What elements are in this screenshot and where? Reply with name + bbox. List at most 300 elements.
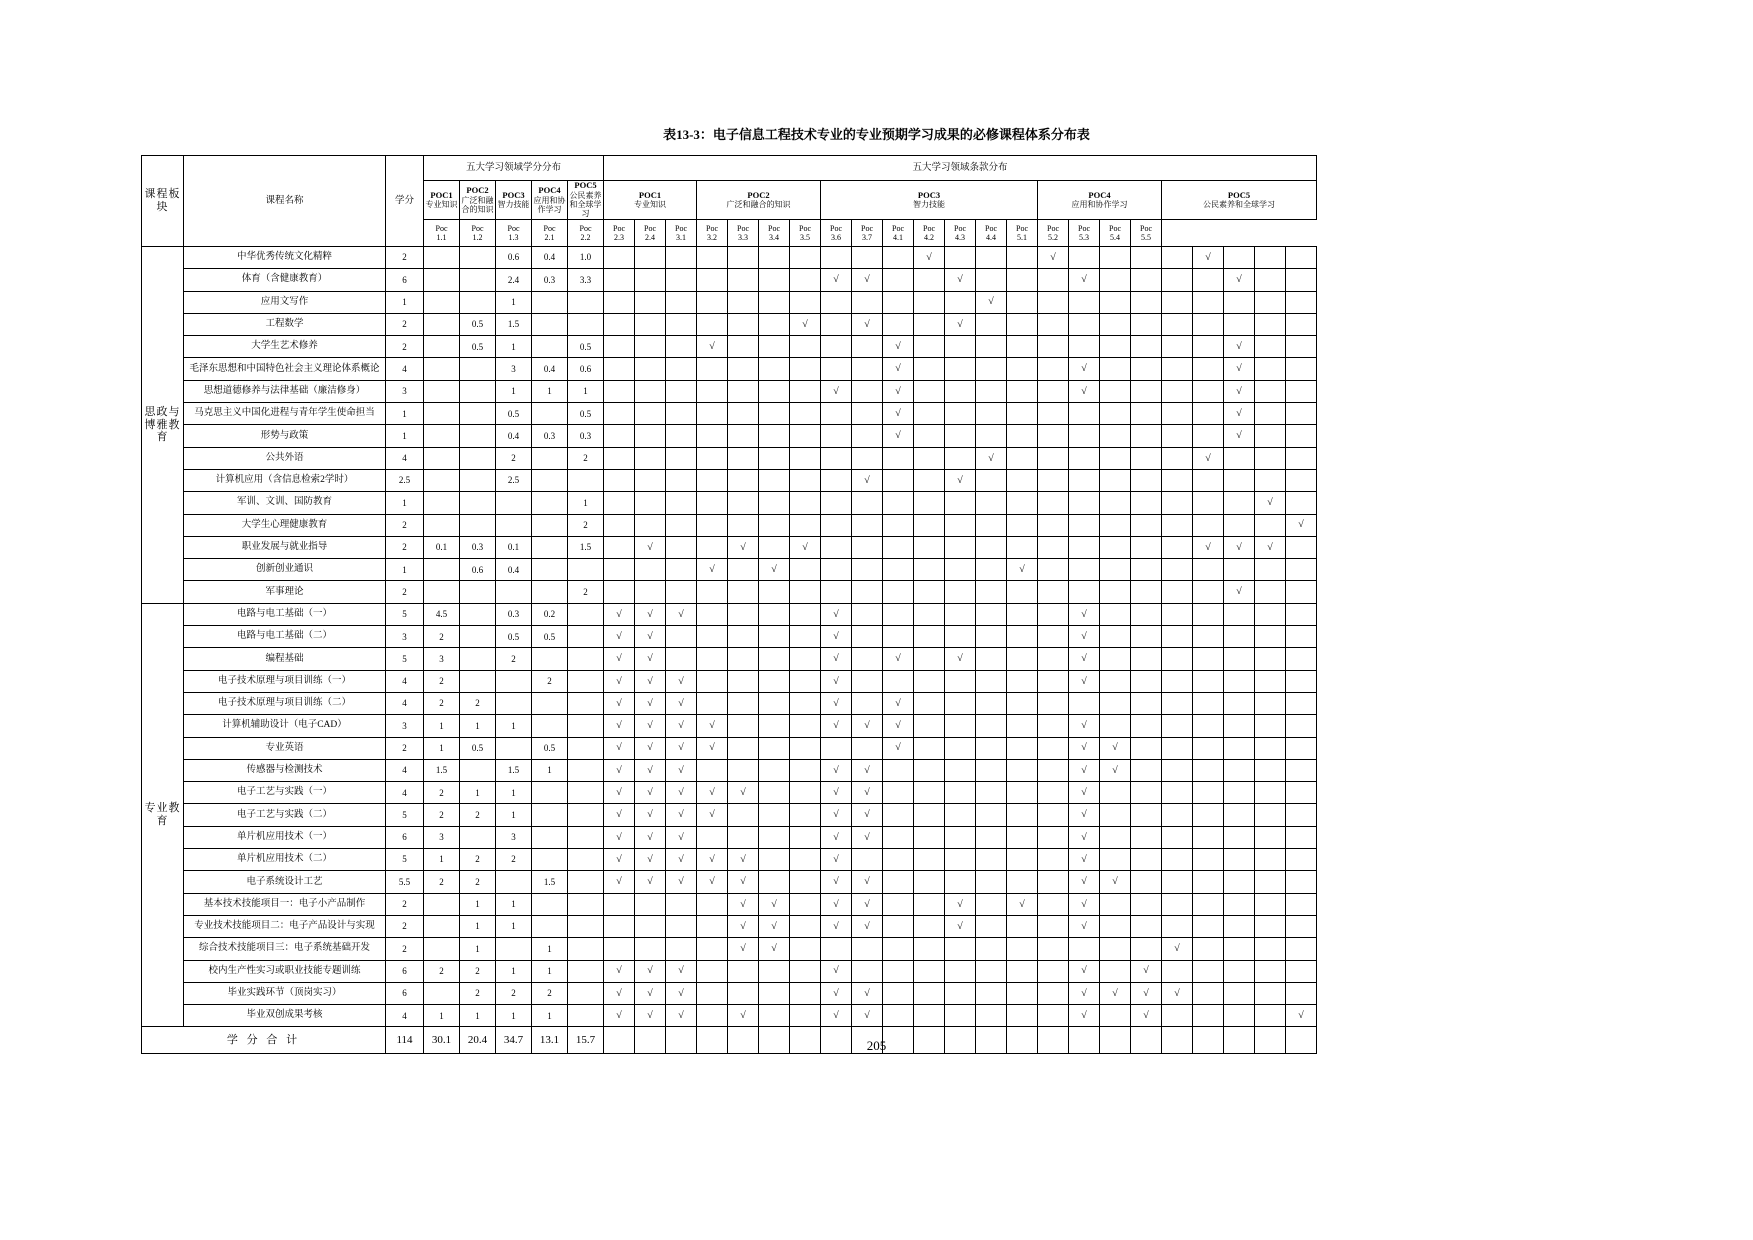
clause-mark-poc-2-4 bbox=[790, 715, 821, 737]
clause-mark-poc-2-4 bbox=[790, 559, 821, 581]
course-name-cell: 单片机应用技术（二） bbox=[184, 849, 386, 871]
clause-mark-poc-3-2 bbox=[852, 514, 883, 536]
clause-mark-poc-1-2 bbox=[635, 247, 666, 269]
clause-mark-poc-1-2: √ bbox=[635, 804, 666, 826]
credit-dist-cell-poc1 bbox=[424, 447, 460, 469]
clause-mark-poc-2-1 bbox=[697, 380, 728, 402]
credit-dist-cell-poc1 bbox=[424, 269, 460, 291]
header-credit-distribution: 五大学习领域学分分布 bbox=[424, 156, 604, 181]
course-credit-cell: 2 bbox=[386, 247, 424, 269]
clause-mark-poc-2-4 bbox=[790, 960, 821, 982]
clause-mark-poc-5-4 bbox=[1255, 447, 1286, 469]
credit-dist-cell-poc1 bbox=[424, 313, 460, 335]
credit-dist-cell-poc3: 2 bbox=[496, 982, 532, 1004]
clause-mark-poc-5-5 bbox=[1286, 313, 1317, 335]
clause-mark-poc-3-7: √ bbox=[1007, 893, 1038, 915]
clause-mark-poc-4-2 bbox=[1069, 692, 1100, 714]
clause-mark-poc-4-4 bbox=[1131, 826, 1162, 848]
clause-mark-poc-2-1 bbox=[697, 1005, 728, 1027]
clause-mark-poc-2-2 bbox=[728, 715, 759, 737]
clause-mark-poc-2-4 bbox=[790, 626, 821, 648]
clause-mark-poc-2-2: √ bbox=[728, 536, 759, 558]
clause-mark-poc-2-2 bbox=[728, 425, 759, 447]
clause-mark-poc-5-3 bbox=[1224, 737, 1255, 759]
clause-mark-poc-4-2 bbox=[1069, 291, 1100, 313]
clause-mark-poc-1-1 bbox=[604, 514, 635, 536]
clause-mark-poc-4-2: √ bbox=[1069, 804, 1100, 826]
clause-mark-poc-1-1: √ bbox=[604, 849, 635, 871]
clause-mark-poc-5-1 bbox=[1162, 737, 1193, 759]
clause-mark-poc-5-4 bbox=[1255, 313, 1286, 335]
summary-total-credit: 114 bbox=[386, 1027, 424, 1054]
clause-mark-poc-4-1 bbox=[1038, 492, 1069, 514]
credit-dist-cell-poc1 bbox=[424, 358, 460, 380]
clause-mark-poc-5-2 bbox=[1193, 581, 1224, 603]
clause-mark-poc-2-4 bbox=[790, 514, 821, 536]
clause-mark-poc-3-2 bbox=[852, 581, 883, 603]
clause-mark-poc-4-4 bbox=[1131, 559, 1162, 581]
clause-mark-poc-4-4 bbox=[1131, 581, 1162, 603]
credit-dist-cell-poc1: 3 bbox=[424, 826, 460, 848]
table-row bbox=[142, 670, 1317, 692]
clause-mark-poc-4-3 bbox=[1100, 291, 1131, 313]
poc2-label: 广泛和融合的知识 bbox=[461, 195, 494, 214]
clause-mark-poc-2-2: √ bbox=[728, 915, 759, 937]
course-name-cell: 毛泽东思想和中国特色社会主义理论体系概论 bbox=[184, 358, 386, 380]
credit-dist-cell-poc5 bbox=[568, 915, 604, 937]
credit-dist-cell-poc4: 2 bbox=[532, 670, 568, 692]
clause-mark-poc-3-7 bbox=[1007, 425, 1038, 447]
credit-dist-cell-poc4 bbox=[532, 849, 568, 871]
clause-mark-poc-3-5 bbox=[945, 826, 976, 848]
clause-mark-poc-1-1 bbox=[604, 559, 635, 581]
clause-mark-poc-4-2: √ bbox=[1069, 893, 1100, 915]
table-row bbox=[142, 291, 1317, 313]
clause-mark-poc-3-5 bbox=[945, 247, 976, 269]
clause-mark-poc-3-1 bbox=[821, 492, 852, 514]
course-credit-cell: 5 bbox=[386, 603, 424, 625]
clause-mark-poc-3-1 bbox=[821, 447, 852, 469]
clause-mark-poc-4-1 bbox=[1038, 938, 1069, 960]
clause-poc2-label: 广泛和融合的知识 bbox=[726, 200, 791, 210]
credit-dist-cell-poc2: 1 bbox=[460, 1005, 496, 1027]
table-row bbox=[142, 403, 1317, 425]
clause-mark-poc-4-3 bbox=[1100, 447, 1131, 469]
clause-mark-poc-5-4 bbox=[1255, 737, 1286, 759]
clause-mark-poc-3-1: √ bbox=[821, 826, 852, 848]
clause-mark-poc-2-2 bbox=[728, 982, 759, 1004]
clause-mark-poc-2-2 bbox=[728, 559, 759, 581]
clause-mark-poc-2-1 bbox=[697, 291, 728, 313]
clause-mark-poc-3-2: √ bbox=[852, 982, 883, 1004]
clause-mark-poc-1-3 bbox=[666, 893, 697, 915]
clause-mark-poc-3-3 bbox=[883, 893, 914, 915]
clause-mark-poc-2-2 bbox=[728, 826, 759, 848]
clause-mark-poc-3-7 bbox=[1007, 603, 1038, 625]
clause-mark-poc-3-6 bbox=[976, 670, 1007, 692]
clause-mark-poc-3-2: √ bbox=[852, 782, 883, 804]
course-name-cell: 编程基础 bbox=[184, 648, 386, 670]
header-credit-col: 学分 bbox=[386, 156, 424, 247]
table-row bbox=[142, 447, 1317, 469]
credit-dist-cell-poc3: 1 bbox=[496, 915, 532, 937]
clause-mark-poc-3-2 bbox=[852, 425, 883, 447]
clause-mark-poc-3-6 bbox=[976, 425, 1007, 447]
clause-mark-poc-5-2 bbox=[1193, 692, 1224, 714]
table-row bbox=[142, 536, 1317, 558]
clause-mark-poc-5-4 bbox=[1255, 469, 1286, 491]
clause-mark-poc-3-3 bbox=[883, 581, 914, 603]
clause-mark-poc-3-6 bbox=[976, 804, 1007, 826]
clause-mark-poc-1-1 bbox=[604, 380, 635, 402]
clause-code-poc-3-3: Poc 3.3 bbox=[728, 220, 759, 247]
credit-col-poc2 bbox=[460, 181, 496, 220]
clause-mark-poc-5-2: √ bbox=[1193, 247, 1224, 269]
clause-mark-poc-3-7 bbox=[1007, 759, 1038, 781]
clause-mark-poc-1-2: √ bbox=[635, 626, 666, 648]
clause-mark-poc-2-1 bbox=[697, 759, 728, 781]
clause-mark-poc-5-4 bbox=[1255, 291, 1286, 313]
credit-dist-cell-poc1 bbox=[424, 514, 460, 536]
clause-mark-poc-3-4 bbox=[914, 358, 945, 380]
table-row bbox=[142, 804, 1317, 826]
clause-mark-poc-2-1: √ bbox=[697, 559, 728, 581]
clause-mark-poc-2-2 bbox=[728, 960, 759, 982]
clause-mark-poc-1-3 bbox=[666, 291, 697, 313]
clause-mark-poc-3-7 bbox=[1007, 826, 1038, 848]
clause-poc4-code: POC4 bbox=[1088, 189, 1111, 200]
clause-mark-poc-3-1: √ bbox=[821, 269, 852, 291]
clause-mark-poc-5-2 bbox=[1193, 559, 1224, 581]
clause-mark-poc-2-2 bbox=[728, 737, 759, 759]
clause-mark-poc-3-1 bbox=[821, 291, 852, 313]
clause-mark-poc-2-4 bbox=[790, 1005, 821, 1027]
clause-mark-poc-1-1 bbox=[604, 581, 635, 603]
clause-mark-poc-4-3 bbox=[1100, 403, 1131, 425]
credit-col-poc3 bbox=[496, 181, 532, 220]
clause-mark-poc-4-2 bbox=[1069, 336, 1100, 358]
poc1-code: POC1 bbox=[430, 189, 453, 200]
clause-mark-poc-2-3 bbox=[759, 871, 790, 893]
clause-mark-poc-4-3 bbox=[1100, 1005, 1131, 1027]
clause-mark-poc-4-4 bbox=[1131, 804, 1162, 826]
clause-mark-poc-3-2: √ bbox=[852, 804, 883, 826]
clause-mark-poc-5-5: √ bbox=[1286, 514, 1317, 536]
summary-dist-poc3: 34.7 bbox=[496, 1027, 532, 1054]
clause-mark-poc-5-1 bbox=[1162, 247, 1193, 269]
credit-dist-cell-poc4 bbox=[532, 648, 568, 670]
clause-mark-poc-2-2: √ bbox=[728, 1005, 759, 1027]
clause-mark-poc-3-4 bbox=[914, 581, 945, 603]
credit-col-poc1 bbox=[424, 181, 460, 220]
clause-mark-poc-3-2 bbox=[852, 536, 883, 558]
clause-mark-poc-5-1 bbox=[1162, 313, 1193, 335]
credit-dist-cell-poc1 bbox=[424, 581, 460, 603]
clause-mark-poc-5-2 bbox=[1193, 826, 1224, 848]
clause-mark-poc-3-2 bbox=[852, 447, 883, 469]
clause-group-poc5 bbox=[1162, 181, 1317, 220]
clause-mark-poc-3-5 bbox=[945, 403, 976, 425]
credit-dist-cell-poc2 bbox=[460, 826, 496, 848]
clause-code-poc-3-4: Poc 3.4 bbox=[759, 220, 790, 247]
clause-mark-poc-5-5 bbox=[1286, 447, 1317, 469]
clause-mark-poc-5-3: √ bbox=[1224, 336, 1255, 358]
clause-mark-poc-1-2 bbox=[635, 380, 666, 402]
clause-code-poc-3-2: Poc 3.2 bbox=[697, 220, 728, 247]
clause-mark-poc-5-2 bbox=[1193, 782, 1224, 804]
clause-mark-poc-5-3 bbox=[1224, 626, 1255, 648]
clause-mark-poc-3-4 bbox=[914, 871, 945, 893]
clause-mark-poc-2-4 bbox=[790, 670, 821, 692]
clause-mark-poc-5-2 bbox=[1193, 514, 1224, 536]
credit-dist-cell-poc5 bbox=[568, 871, 604, 893]
clause-mark-poc-5-2 bbox=[1193, 982, 1224, 1004]
clause-mark-poc-4-3 bbox=[1100, 581, 1131, 603]
clause-mark-poc-2-3 bbox=[759, 737, 790, 759]
clause-mark-poc-1-2 bbox=[635, 514, 666, 536]
header-course-name-col: 课程名称 bbox=[184, 156, 386, 247]
clause-mark-poc-1-3 bbox=[666, 380, 697, 402]
clause-mark-poc-2-3 bbox=[759, 536, 790, 558]
clause-code-poc-4-4: Poc 4.4 bbox=[976, 220, 1007, 247]
clause-mark-poc-3-1: √ bbox=[821, 715, 852, 737]
clause-mark-poc-5-4 bbox=[1255, 715, 1286, 737]
course-credit-cell: 4 bbox=[386, 759, 424, 781]
clause-mark-poc-3-1: √ bbox=[821, 804, 852, 826]
clause-mark-poc-5-3 bbox=[1224, 893, 1255, 915]
clause-mark-poc-5-2 bbox=[1193, 313, 1224, 335]
clause-mark-poc-4-4 bbox=[1131, 715, 1162, 737]
clause-mark-poc-3-7 bbox=[1007, 782, 1038, 804]
clause-mark-poc-3-4 bbox=[914, 492, 945, 514]
clause-mark-poc-1-3 bbox=[666, 648, 697, 670]
clause-code-poc-2-4: Poc 2.4 bbox=[635, 220, 666, 247]
clause-mark-poc-2-2 bbox=[728, 469, 759, 491]
clause-mark-poc-5-2 bbox=[1193, 269, 1224, 291]
credit-dist-cell-poc4 bbox=[532, 804, 568, 826]
clause-mark-poc-5-5 bbox=[1286, 425, 1317, 447]
clause-group-poc2 bbox=[697, 181, 821, 220]
clause-mark-poc-3-4 bbox=[914, 759, 945, 781]
clause-mark-poc-5-1 bbox=[1162, 425, 1193, 447]
clause-mark-poc-3-4 bbox=[914, 893, 945, 915]
clause-mark-poc-3-5: √ bbox=[945, 313, 976, 335]
summary-dist-poc5: 15.7 bbox=[568, 1027, 604, 1054]
clause-mark-poc-1-3 bbox=[666, 313, 697, 335]
course-credit-cell: 2 bbox=[386, 313, 424, 335]
clause-mark-poc-5-1: √ bbox=[1162, 938, 1193, 960]
header-clause-distribution: 五大学习领域条款分布 bbox=[604, 156, 1317, 181]
clause-mark-poc-3-4 bbox=[914, 514, 945, 536]
course-credit-cell: 1 bbox=[386, 291, 424, 313]
clause-mark-poc-2-2 bbox=[728, 492, 759, 514]
clause-mark-poc-5-3 bbox=[1224, 960, 1255, 982]
credit-dist-cell-poc3: 0.6 bbox=[496, 247, 532, 269]
clause-mark-poc-1-3: √ bbox=[666, 1005, 697, 1027]
clause-mark-poc-1-3 bbox=[666, 336, 697, 358]
credit-dist-cell-poc4: 0.4 bbox=[532, 247, 568, 269]
table-row bbox=[142, 626, 1317, 648]
clause-mark-poc-4-2: √ bbox=[1069, 915, 1100, 937]
clause-mark-poc-3-7 bbox=[1007, 1005, 1038, 1027]
clause-mark-poc-1-1 bbox=[604, 291, 635, 313]
clause-mark-poc-5-5 bbox=[1286, 626, 1317, 648]
clause-mark-poc-3-5: √ bbox=[945, 469, 976, 491]
credit-dist-cell-poc5: 2 bbox=[568, 514, 604, 536]
credit-dist-cell-poc3 bbox=[496, 871, 532, 893]
clause-mark-poc-3-6: √ bbox=[976, 291, 1007, 313]
clause-mark-poc-3-3 bbox=[883, 559, 914, 581]
clause-mark-poc-5-1 bbox=[1162, 692, 1193, 714]
clause-mark-poc-1-3: √ bbox=[666, 759, 697, 781]
clause-mark-poc-5-2 bbox=[1193, 849, 1224, 871]
credit-dist-cell-poc1: 1 bbox=[424, 737, 460, 759]
clause-mark-poc-5-5 bbox=[1286, 715, 1317, 737]
clause-mark-poc-4-1 bbox=[1038, 759, 1069, 781]
clause-mark-poc-4-1 bbox=[1038, 670, 1069, 692]
clause-mark-poc-3-2: √ bbox=[852, 893, 883, 915]
credit-dist-cell-poc1: 2 bbox=[424, 626, 460, 648]
credit-dist-cell-poc5 bbox=[568, 291, 604, 313]
clause-mark-poc-4-1 bbox=[1038, 960, 1069, 982]
table-row bbox=[142, 737, 1317, 759]
clause-poc4-label: 应用和协作学习 bbox=[1071, 200, 1128, 210]
course-credit-cell: 5 bbox=[386, 849, 424, 871]
credit-dist-cell-poc2 bbox=[460, 581, 496, 603]
clause-mark-poc-2-4 bbox=[790, 737, 821, 759]
poc1-label: 专业知识 bbox=[425, 200, 458, 210]
credit-dist-cell-poc4 bbox=[532, 559, 568, 581]
clause-mark-poc-3-1 bbox=[821, 938, 852, 960]
course-name-cell: 电路与电工基础（二） bbox=[184, 626, 386, 648]
clause-mark-poc-1-2: √ bbox=[635, 536, 666, 558]
clause-mark-poc-1-3: √ bbox=[666, 982, 697, 1004]
clause-mark-poc-1-1: √ bbox=[604, 603, 635, 625]
clause-mark-poc-3-3 bbox=[883, 492, 914, 514]
credit-dist-cell-poc3 bbox=[496, 938, 532, 960]
clause-mark-poc-4-4 bbox=[1131, 336, 1162, 358]
credit-dist-cell-poc3: 1 bbox=[496, 336, 532, 358]
clause-mark-poc-4-2 bbox=[1069, 559, 1100, 581]
clause-mark-poc-2-1: √ bbox=[697, 804, 728, 826]
clause-mark-poc-5-3 bbox=[1224, 804, 1255, 826]
clause-mark-poc-1-2: √ bbox=[635, 982, 666, 1004]
clause-mark-poc-3-1: √ bbox=[821, 670, 852, 692]
clause-mark-poc-2-3 bbox=[759, 358, 790, 380]
clause-mark-poc-5-3 bbox=[1224, 291, 1255, 313]
clause-mark-poc-3-5 bbox=[945, 759, 976, 781]
clause-mark-poc-3-2: √ bbox=[852, 715, 883, 737]
clause-mark-poc-5-2 bbox=[1193, 915, 1224, 937]
table-row bbox=[142, 893, 1317, 915]
course-credit-cell: 4 bbox=[386, 692, 424, 714]
clause-mark-poc-5-2 bbox=[1193, 291, 1224, 313]
clause-code-poc-3-5: Poc 3.5 bbox=[790, 220, 821, 247]
clause-mark-poc-5-1 bbox=[1162, 469, 1193, 491]
credit-dist-cell-poc1 bbox=[424, 938, 460, 960]
table-row bbox=[142, 826, 1317, 848]
clause-mark-poc-2-4 bbox=[790, 581, 821, 603]
clause-mark-poc-2-2: √ bbox=[728, 849, 759, 871]
clause-mark-poc-4-2 bbox=[1069, 313, 1100, 335]
clause-mark-poc-4-3 bbox=[1100, 247, 1131, 269]
clause-mark-poc-5-4 bbox=[1255, 514, 1286, 536]
clause-mark-poc-5-4 bbox=[1255, 849, 1286, 871]
clause-mark-poc-3-7 bbox=[1007, 536, 1038, 558]
clause-mark-poc-5-2: √ bbox=[1193, 536, 1224, 558]
credit-dist-cell-poc4 bbox=[532, 492, 568, 514]
clause-mark-poc-4-2: √ bbox=[1069, 269, 1100, 291]
clause-group-poc4 bbox=[1038, 181, 1162, 220]
clause-mark-poc-5-2 bbox=[1193, 336, 1224, 358]
clause-mark-poc-2-3 bbox=[759, 670, 790, 692]
clause-mark-poc-3-5 bbox=[945, 536, 976, 558]
clause-mark-poc-3-1: √ bbox=[821, 982, 852, 1004]
clause-mark-poc-2-2 bbox=[728, 603, 759, 625]
credit-dist-cell-poc5: 3.3 bbox=[568, 269, 604, 291]
clause-mark-poc-5-3 bbox=[1224, 938, 1255, 960]
credit-dist-cell-poc5 bbox=[568, 849, 604, 871]
clause-mark-poc-2-1 bbox=[697, 447, 728, 469]
clause-mark-poc-3-6 bbox=[976, 626, 1007, 648]
clause-code-poc-2-1: Poc 2.1 bbox=[532, 220, 568, 247]
course-credit-cell: 2 bbox=[386, 938, 424, 960]
clause-code-poc-1-2: Poc 1.2 bbox=[460, 220, 496, 247]
clause-mark-poc-3-7 bbox=[1007, 915, 1038, 937]
clause-mark-poc-1-1 bbox=[604, 247, 635, 269]
clause-mark-poc-4-3 bbox=[1100, 893, 1131, 915]
clause-mark-poc-1-3: √ bbox=[666, 715, 697, 737]
clause-mark-poc-2-3 bbox=[759, 380, 790, 402]
credit-dist-cell-poc5: 0.5 bbox=[568, 336, 604, 358]
clause-mark-poc-2-2 bbox=[728, 336, 759, 358]
course-name-cell: 电路与电工基础（一） bbox=[184, 603, 386, 625]
clause-mark-poc-1-1 bbox=[604, 447, 635, 469]
clause-mark-poc-2-3 bbox=[759, 692, 790, 714]
clause-mark-poc-1-2: √ bbox=[635, 648, 666, 670]
clause-mark-poc-4-1 bbox=[1038, 871, 1069, 893]
clause-mark-poc-4-2 bbox=[1069, 514, 1100, 536]
clause-mark-poc-4-1 bbox=[1038, 692, 1069, 714]
credit-dist-cell-poc5 bbox=[568, 826, 604, 848]
clause-mark-poc-5-5 bbox=[1286, 581, 1317, 603]
clause-mark-poc-2-3 bbox=[759, 403, 790, 425]
credit-dist-cell-poc2 bbox=[460, 626, 496, 648]
clause-mark-poc-4-4 bbox=[1131, 269, 1162, 291]
course-name-cell: 传感器与检测技术 bbox=[184, 759, 386, 781]
credit-dist-cell-poc1 bbox=[424, 247, 460, 269]
clause-mark-poc-4-1 bbox=[1038, 737, 1069, 759]
clause-mark-poc-4-2 bbox=[1069, 247, 1100, 269]
clause-mark-poc-4-3 bbox=[1100, 380, 1131, 402]
clause-mark-poc-4-2: √ bbox=[1069, 782, 1100, 804]
table-row bbox=[142, 269, 1317, 291]
clause-mark-poc-2-1 bbox=[697, 670, 728, 692]
clause-mark-poc-4-4 bbox=[1131, 492, 1162, 514]
clause-mark-poc-3-6 bbox=[976, 692, 1007, 714]
clause-mark-poc-2-1 bbox=[697, 514, 728, 536]
clause-mark-poc-5-4 bbox=[1255, 336, 1286, 358]
credit-dist-cell-poc1 bbox=[424, 559, 460, 581]
clause-mark-poc-1-3: √ bbox=[666, 692, 697, 714]
course-name-cell: 军训、文训、国防教育 bbox=[184, 492, 386, 514]
clause-mark-poc-4-4 bbox=[1131, 536, 1162, 558]
clause-mark-poc-4-4 bbox=[1131, 626, 1162, 648]
clause-mark-poc-5-2 bbox=[1193, 670, 1224, 692]
clause-mark-poc-3-5 bbox=[945, 938, 976, 960]
clause-mark-poc-4-1 bbox=[1038, 826, 1069, 848]
credit-dist-cell-poc1 bbox=[424, 336, 460, 358]
